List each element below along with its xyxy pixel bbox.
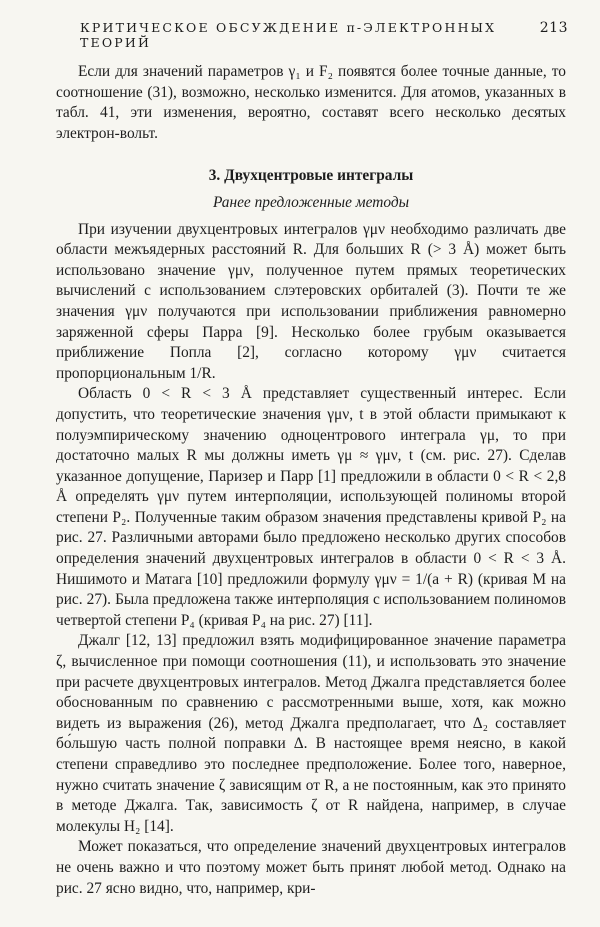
page-number: 213 xyxy=(539,20,568,36)
running-title: КРИТИЧЕСКОЕ ОБСУЖДЕНИЕ π-ЭЛЕКТРОННЫХ ТЕОРИЙ xyxy=(80,20,497,50)
paragraph: Может показаться, что определение значений двухцентровых интегралов не очень важно и что поэтому может быть принят любой метод. Однако на рис. 27 ясно видно, что, например, кри- xyxy=(56,838,566,897)
section-title: 3. Двухцентровые интегралы xyxy=(208,167,414,185)
paragraph: При изучении двухцентровых интегралов γμν необходимо различать две области межъядерных расстояний R. Для больших R (> 3 Å) может быть использовано значение γμν, полученное путем прямых теоретических вычислений с использованием слэтеровских орбиталей (3). Почти те же значения γμν получаются при использовании приближения равномерно заряженной сферы Парра [9]. Несколько более грубым оказывается приближение Попла [2], согласно которому γμν считается пропорциональным 1/R. xyxy=(56,220,566,382)
page-header xyxy=(80,20,568,50)
page-body xyxy=(56,62,566,899)
paragraph-intro: Если для значений параметров γ₁ и F₂ появятся более точные данные, то соотношение (31), возможно, несколько изменится. Для атомов, указанных в табл. 41, эти изменения, вероятно, составят всего несколько десятых электрон-вольт. xyxy=(56,63,566,142)
paragraph: Область 0 < R < 3 Å представляет существенный интерес. Если допустить, что теоретические значения γμν, t в этой области примыкают к полуэмпирическому значению одноцентрового интеграла γμ, то при достаточно малых R мы должны иметь γμ ≈ γμν, t (см. рис. 27). Сделав указанное допущение, Паризер и Парр [1] предложили в области 0 < R < 2,8 Å определять γμν путем интерполяции, использующей полиномы второй степени P₂. Полученные таким образом значения представлены кривой P₂ на рис. 27. Различными авторами было предложено несколько других способов определения значений двухцентровых интегралов в области 0 < R < 3 Å. Нишимото и Матага [10] предложили формулу γμν = 1/(a + R) (кривая M на рис. 27). Была предложена также интерполяция с использованием полиномов четвертой степени P₄ (кривая P₄ на рис. 27) [11]. xyxy=(56,385,566,629)
paragraph: Джалг [12, 13] предложил взять модифицированное значение параметра ζ, вычисленное при помощи соотношения (11), и использовать это значение при расчете двухцентровых интегралов. Метод Джалга представляется более обоснованным по сравнению с рассмотренными выше, хотя, как можно видеть из выражения (26), метод Джалга предполагает, что Δ₂ составляет бо́льшую часть полной поправки Δ. В настоящее время неясно, в какой степени справедливо это последнее предположение. Более того, наверное, нужно считать значение ζ зависящим от R, а не постоянным, как это принято в методе Джалга. Так, зависимость ζ от R найдена, например, в случае молекулы H₂ [14]. xyxy=(56,632,566,835)
subsection-title: Ранее предложенные методы xyxy=(212,193,410,211)
